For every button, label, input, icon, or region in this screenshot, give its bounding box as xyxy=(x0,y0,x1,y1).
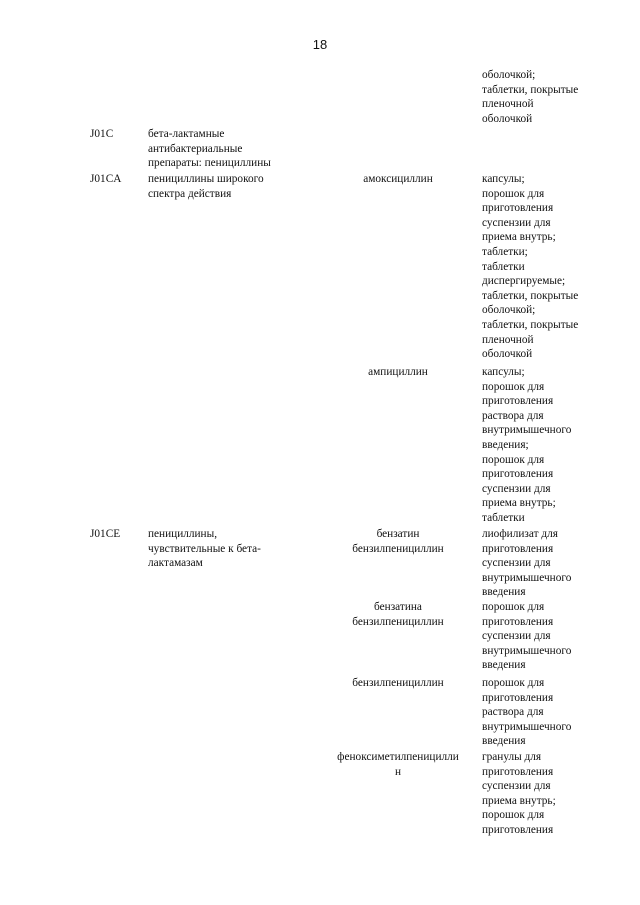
dosage-forms xyxy=(482,750,632,838)
drug-name-line: бензилпенициллин xyxy=(352,615,444,628)
group-name-line: спектра действия xyxy=(148,187,232,200)
dosage-forms-line: приготовления xyxy=(482,542,554,555)
dosage-forms xyxy=(482,600,632,673)
drug-name xyxy=(322,365,474,380)
dosage-forms xyxy=(482,68,632,126)
drug-name-line: бензилпенициллин xyxy=(352,542,444,555)
drug-name-line: н xyxy=(394,765,402,778)
dosage-forms xyxy=(482,527,632,600)
dosage-forms-line: приготовления xyxy=(482,468,554,481)
dosage-forms-line: суспензии для xyxy=(482,482,551,495)
dosage-forms-line: раствора для xyxy=(482,706,544,719)
dosage-forms-line: пленочной xyxy=(482,333,534,346)
atc-code: J01CE xyxy=(90,528,121,540)
group-name-line: препараты: пенициллины xyxy=(148,157,271,170)
dosage-forms-line: гранулы для xyxy=(482,751,542,763)
dosage-forms-line: суспензии для xyxy=(482,557,551,570)
dosage-forms xyxy=(482,172,632,362)
drug-name-line: феноксиметилпеницилли xyxy=(337,751,459,763)
dosage-forms-line: приема внутрь; xyxy=(482,497,556,510)
dosage-forms xyxy=(482,365,632,526)
group-name xyxy=(148,127,298,171)
dosage-forms-line: приготовления xyxy=(482,691,554,704)
dosage-forms-line: приготовления xyxy=(482,202,554,215)
dosage-forms-line: таблетки, покрытые xyxy=(482,289,579,302)
dosage-forms-line: суспензии для xyxy=(482,780,551,793)
dosage-forms-line: введения xyxy=(482,586,526,599)
dosage-forms-line: внутримышечного xyxy=(482,424,572,437)
dosage-forms-line: таблетки xyxy=(482,260,525,273)
drug-name-line: бензатина xyxy=(374,601,422,613)
group-name-line: пенициллины широкого xyxy=(148,173,264,185)
dosage-forms-line: приема внутрь; xyxy=(482,794,556,807)
dosage-forms-line: таблетки, покрытые xyxy=(482,83,579,96)
page-number: 18 xyxy=(312,37,328,52)
drug-name-line: бензилпенициллин xyxy=(352,677,444,689)
drug-name-line: бензатин xyxy=(376,528,420,540)
drug-name xyxy=(322,750,474,779)
dosage-forms-line: внутримышечного xyxy=(482,571,572,584)
dosage-forms-line: пленочной xyxy=(482,98,534,111)
dosage-forms-line: порошок для xyxy=(482,187,545,200)
dosage-forms-line: введения; xyxy=(482,438,529,451)
dosage-forms-line: приготовления xyxy=(482,615,554,628)
dosage-forms-line: капсулы; xyxy=(482,173,525,185)
group-name-line: антибактериальные xyxy=(148,142,243,155)
dosage-forms-line: суспензии для xyxy=(482,216,551,229)
dosage-forms-line: таблетки; xyxy=(482,245,528,258)
dosage-forms-line: приготовления xyxy=(482,823,554,836)
dosage-forms-line: диспергируемые; xyxy=(482,275,566,288)
dosage-forms-line: введения xyxy=(482,735,526,748)
drug-name-line: ампициллин xyxy=(368,366,428,378)
drug-name xyxy=(322,172,474,187)
dosage-forms-line: введения xyxy=(482,659,526,672)
dosage-forms-line: приема внутрь; xyxy=(482,231,556,244)
group-name-line: бета-лактамные xyxy=(148,128,225,140)
atc-code: J01C xyxy=(90,128,114,140)
drug-name xyxy=(322,527,474,556)
dosage-forms-line: оболочкой; xyxy=(482,69,536,81)
dosage-forms-line: порошок для xyxy=(482,809,545,822)
drug-name xyxy=(322,600,474,629)
group-name-line: чувствительные к бета- xyxy=(148,542,261,555)
dosage-forms-line: приготовления xyxy=(482,765,554,778)
group-name-line: пенициллины, xyxy=(148,528,218,540)
dosage-forms xyxy=(482,676,632,749)
dosage-forms-line: порошок для xyxy=(482,601,545,613)
group-name xyxy=(148,527,298,571)
group-name-line: лактамазам xyxy=(148,557,203,570)
drug-name xyxy=(322,676,474,691)
drug-name-line: амоксициллин xyxy=(363,173,433,185)
dosage-forms-line: приготовления xyxy=(482,395,554,408)
dosage-forms-line: таблетки xyxy=(482,511,525,524)
group-name xyxy=(148,172,298,201)
atc-code: J01CA xyxy=(90,173,122,185)
dosage-forms-line: суспензии для xyxy=(482,630,551,643)
dosage-forms-line: таблетки, покрытые xyxy=(482,318,579,331)
dosage-forms-line: оболочкой; xyxy=(482,304,536,317)
dosage-forms-line: оболочкой xyxy=(482,112,533,125)
dosage-forms-line: оболочкой xyxy=(482,348,533,361)
dosage-forms-line: капсулы; xyxy=(482,366,525,378)
dosage-forms-line: внутримышечного xyxy=(482,644,572,657)
dosage-forms-line: порошок для xyxy=(482,380,545,393)
dosage-forms-line: лиофилизат для xyxy=(482,528,558,540)
dosage-forms-line: порошок для xyxy=(482,677,545,689)
dosage-forms-line: внутримышечного xyxy=(482,720,572,733)
dosage-forms-line: раствора для xyxy=(482,409,544,422)
dosage-forms-line: порошок для xyxy=(482,453,545,466)
